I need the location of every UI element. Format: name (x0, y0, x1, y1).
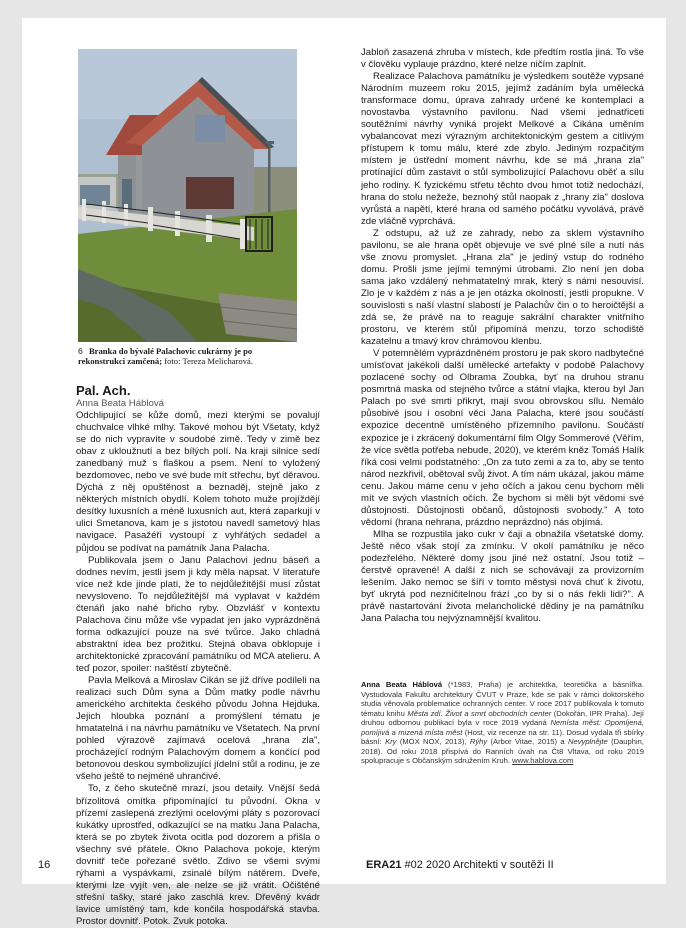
paragraph: Jabloň zasazená zhruba v místech, kde předtím rostla jiná. To vše v člověku vyplauje prázdno, které nelze ničím zaplnit. (361, 47, 644, 71)
bio-book-title: Kry (385, 737, 397, 746)
bio-book-title: Města zdí. Život a smrt obchodních center (407, 708, 552, 718)
bio-text: (*1983, Praha) je architektka, teoretička a básnířka. Vystudovala Fakultu architektury ČVUT v Praze, kde se pak v rámci doktorského studia věnovala problematice ochranných center. V roce 2017 publikovala k tomuto tématu knihu (361, 680, 644, 718)
author-bio (361, 680, 644, 766)
bio-book-title: Nevyplnějte (568, 737, 608, 746)
magazine-name: ERA21 (366, 859, 402, 871)
bio-text: (MOX NOX, 2013), (396, 737, 470, 746)
caption-text: Branka do bývalé Palachovic cukrárny je po rekonstrukci zamčená; (78, 346, 253, 366)
paragraph: Publikovala jsem o Janu Palachovi jednu báseň a dodnes nevím, jestli jsem ji kdy měla napsat. V literatuře více než kde jinde platí, že to nejdůležitější musí zůstat nevysloveno. To nejdůležitější má vyplavat v každém čtenáři jako nahé břicho ryby. Obzvlášť v kontextu Palachova činu může vše vypadat jen jako vyprázdněná forma odkazující pouze na své tvůrce. Jako chladná abstraktní idea bez prožitku. Stejná obava obklopuje i architektonické zpracování památníku od MCA atelieru. A teď pozor, spoiler: naštěstí zbytečně. (76, 554, 320, 674)
bio-website-link[interactable]: www.hablova.com (512, 756, 574, 765)
article-title: Pal. Ach. (76, 383, 131, 398)
paragraph: Odchlipující se kůže domů, mezi kterými se povalují chuchvalce vlhké mlhy. Takové mohou být Všetaty, když se do nich vypravíte v soudobé zimě. Tedy v zimě bez obav z ukloužnutí a bez bílých polí. Na kraji silnice sedí zanedbaný muž s flaškou a psem. Není to vyložený bezdomovec, nebo ve své bude mít střechu, byť děravou. Dýchá z něj opuštěnost a beznaděj, stejně jako z některých místních obydlí. Kolem tohoto muže projíždějí desítky luxusních a méně luxusních aut, která zaparkují v ulici Smetanova, kam je s jistotou navedl sametový hlas navigace. Pasažéři vystoupí z vyhřátých sedadel a půjdou se podívat na památník Jana Palacha. (76, 410, 320, 554)
paragraph: Pavla Melková a Miroslav Cikán se již dříve podíleli na realizaci such Dům syna a Dům matky podle návrhu amerického architekta českého původu Johna Hejduka. Jejich hloubka poznání a promýšlení tématu je hmatatelná i na návrhu památníku ve Všetatech. Na první pohled výrazově zajímavá ocelová „hrana zla", procházející rodným Palachovým domem a končící pod betonovou deskou symbolizující jídelní stůl a rodinu, je ze všeho ještě to nejméně uhrančivé. (76, 675, 320, 783)
running-footer (366, 859, 554, 871)
body-column-right (361, 47, 644, 625)
issue-info: #02 2020 Architekti v soutěži II (401, 859, 554, 871)
bio-name: Anna Beata Háblová (361, 680, 443, 689)
paragraph: Z odstupu, až už ze zahrady, nebo za sklem výstavního pavilonu, se ale hrana opět objevuje ve své plné síle a nutí nás vše znovu promyslet. „Hrana zla" je jediný vstup do rodného domu. Prošli jsme jejími temnými útrobami. Zlo není jen doba sama jako vzdálený nehmatatelný mrak, který s námi nesouvisí. Zlo je v každém z nás a je jen otázka okolností, jestli propukne. V souvislosti s naší vlastní slabostí je Palachův čin o to heroičtější a zdá se, že právě na to reaguje sakrální charakter vnitřního prostoru, ve kterém stůl připomíná menzu, torzo schodiště kazatelnu a tmavý krov chrámovou klenbu. (361, 227, 644, 348)
caption-credit: foto: Tereza Melicharová. (164, 356, 253, 366)
paragraph: To, z čeho skutečně mrazí, jsou detaily. Vnější šedá břízolitová omítka připomínající tu původní. Okna v přízemí zaslepená zrezlými ocelovými pláty s pozorovací kukátky uprostřed, odkazující se na matku Jana Palacha, která se po zbytek života ocitla pod dozorem a přišla o všechny své přátele. Okno Palachova pokoje, kterým dovnitř teče pořezané světlo. Zdivo se všemi svými rýhami a vyspávkami, zsinalé bílým nátěrem. Dveře, kterými lze vyjít ven, ale nelze se již vrátit. Očištěné střešní tašky, staré jako zaschlá krev. Dřevěný kvádr lavice umístěný tam, kde končila hospodářská stavba. Prostor dovnitř. Potok. Zvuk potoka. (76, 783, 320, 927)
bio-text: (Dauphin, 2018). Od roku 2018 přispívá do Ranních úvah na Čt8 Vltava, od roku 2019 spolupracuje s Občanským sdružením Kruh. (361, 737, 644, 765)
paragraph: Mlha se rozpustila jako cukr v čaji a obnažila všetatské domy. Ještě něco však stojí za zmínku. V okolí památníku je něco podezřelého. Některé domy jsou jiné než ostatní. Jsou totiž – čerstvě opravené! A další z nich se schovávají za provizorním lešením. Jako nemoc se šíří v tomto městysi nová chuť k životu, byť ukrytá pod nezničitelnou frází „co by si o nás řekli lidi?". A právě nastartování života melancholické dědiny je na památníku Jana Palacha tou nejvýznamnější kvalitou. (361, 528, 644, 625)
house-photo (78, 49, 297, 342)
paragraph: V potemnělém vyprázdněném prostoru je pak skoro nadbytečné umísťovat jakékoli další umělecké artefakty v podobě Palachovy pozlacené sochy od Olbrama Zoubka, byť na druhou stranu posmrtná maska od stejného tvůrce a státní vlajka, kterou byl Jan Palach po své smrti přikryt, mají svou obrovskou sílu. Nemálo působivé jsou i osobní věci Jana Palacha, které jsou součástí expozice decentně umístěného přízemního pavilonu. Součástí expozice je i zkrácený dokumentární film Olgy Sommerové (Věřím, že více světla potřeba nebude, 2020), ve kterém kněz Tomáš Halík říká cosi velmi podstatného: „On za tuto zemi a za to, aby se tento národ nezkřivil, obětoval svůj život. A tím nám ukázal, jakou máme cenu. Jakou máme cenu v jeho očích a jakou cenu bychom měli mít ve svých vlastních očích. Že bychom si měli být vědomi své důstojnosti. Důstojnosti občanů, důstojnosti svobody." A toto vědomí (hrana nehrana, prázdno neprázdno) nás objímá. (361, 348, 644, 528)
page (22, 18, 666, 927)
paragraph: Realizace Palachova památníku je výsledkem soutěže vypsané Národním muzeem roku 2015, jejímž zadáním byla umělecká transformace domu, úprava zahrady určené ke kontemplaci a novostavba výstavního pavilonu. Nad všemi jednatřiceti soutěžními návrhy vyniká projekt Melkové a Cikána uměním vybalancovat mezi výrazným architektonickým gestem a citlivým přístupem k tomu málu, které zde zbylo. Jediným rozpačitým místem je ústřední moment návrhu, kde se má „hrana zla" protínající dům zastavit o stůl symbolizující Palachovu oběť a sílu jeho rodiny. K fyzickému střetu těchto dvou hmot totiž nedochází, hrana do stolu nežeže, beznohý stůl naopak z „hrany zla" doslova vyrůstá a napětí, které hrana od samého počátku vyvolává, právě zde vláčně vyprchává. (361, 71, 644, 227)
article-author: Anna Beata Háblová (76, 398, 165, 409)
caption-number: 6 (78, 346, 83, 356)
body-column-left (76, 410, 320, 928)
bio-text: (Host, viz recenze na str. 11). Dosud vydala tři sbírky básní: (361, 727, 644, 746)
photo-caption (78, 346, 300, 366)
bio-book-title: Nemísta měst: Opomíjená, pomíjivá a mizená místa měst (361, 718, 644, 737)
page-number: 16 (38, 859, 51, 871)
bio-text: (Arbor Vitae, 2015) a (487, 737, 569, 746)
bio-book-title: Rýhy (469, 737, 488, 746)
bio-text: (Dokořán, IPR Praha). Její druhou odbornou publikací byla v roce 2019 vydaná (361, 708, 644, 727)
